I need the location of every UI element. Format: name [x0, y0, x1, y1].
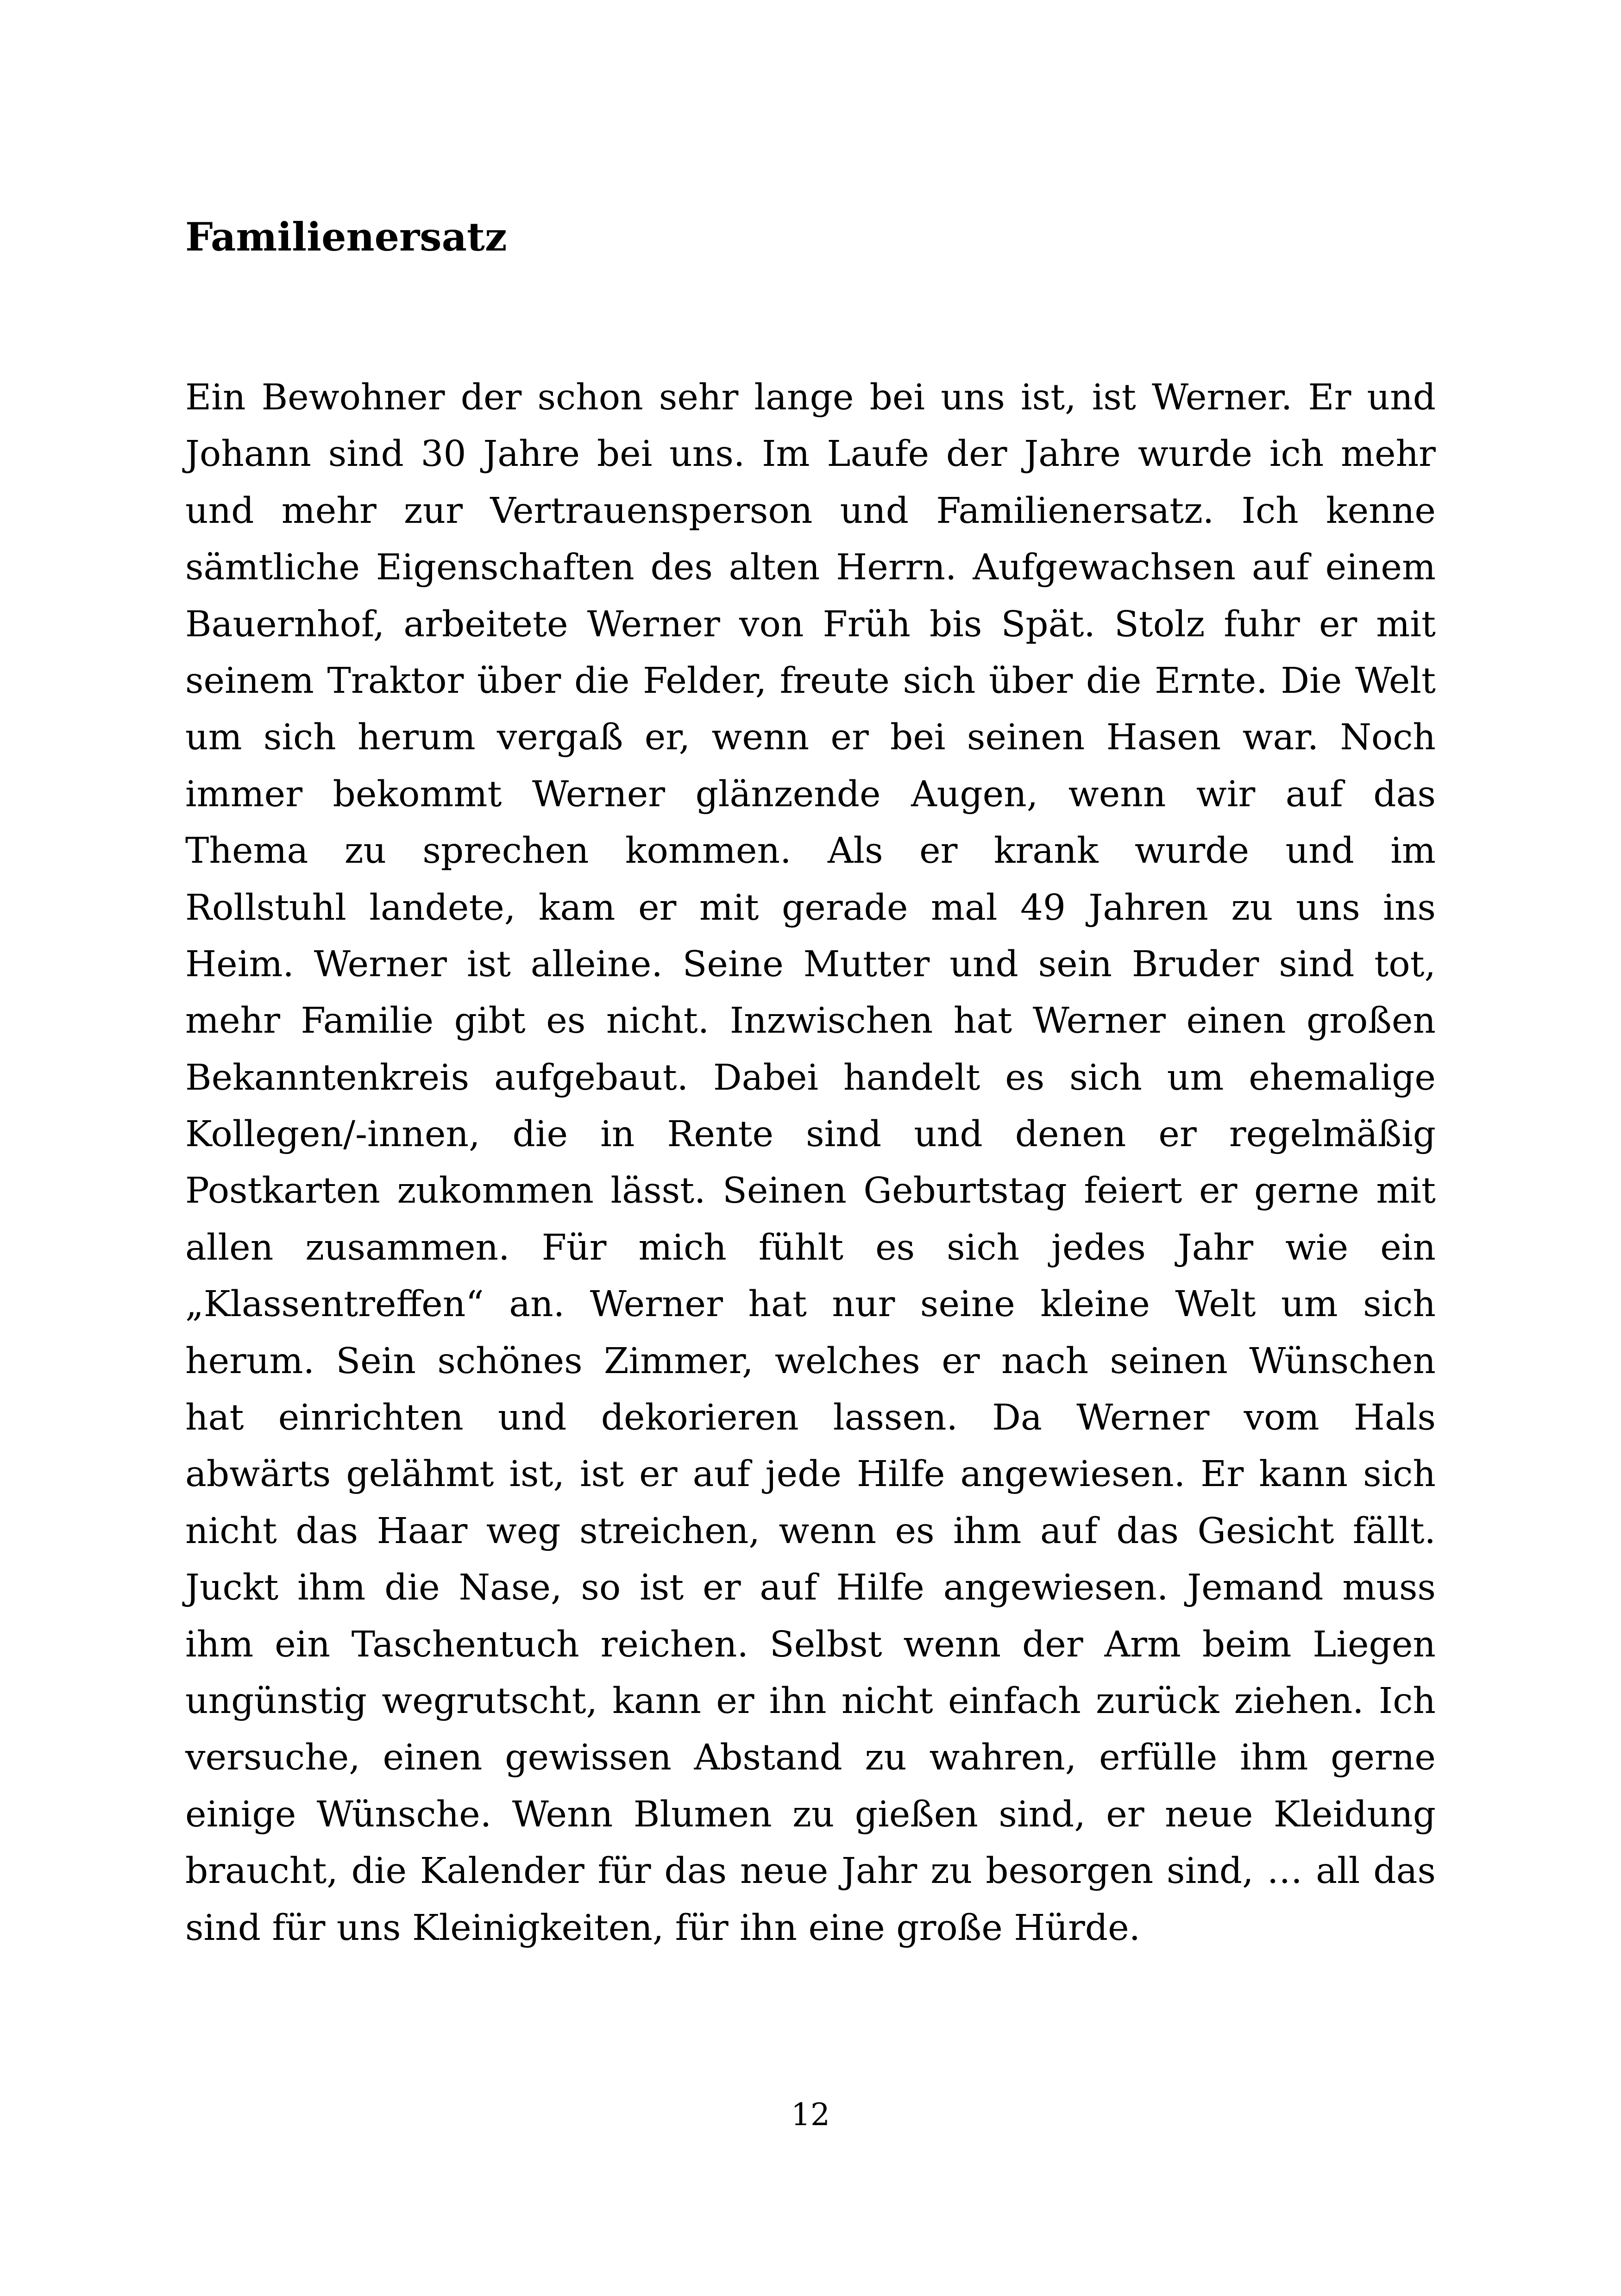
text-line: mehr Familie gibt es nicht. Inzwischen hat Werner einen großen — [185, 1000, 1436, 1042]
text-line: „Klassentreffen“ an. Werner hat nur seine kleine Welt um sich — [185, 1284, 1436, 1325]
text-line: Postkarten zukommen lässt. Seinen Geburtstag feiert er gerne mit — [185, 1170, 1436, 1212]
text-line: um sich herum vergaß er, wenn er bei seinen Hasen war. Noch — [185, 717, 1436, 759]
text-line: herum. Sein schönes Zimmer, welches er nach seinen Wünschen — [185, 1340, 1436, 1382]
text-line: abwärts gelähmt ist, ist er auf jede Hilfe angewiesen. Er kann sich — [185, 1454, 1436, 1495]
text-line: versuche, einen gewissen Abstand zu wahren, erfülle ihm gerne — [185, 1737, 1436, 1779]
text-line: und mehr zur Vertrauensperson und Familienersatz. Ich kenne — [185, 490, 1436, 532]
text-line: hat einrichten und dekorieren lassen. Da Werner vom Hals — [185, 1397, 1436, 1439]
page-number: 12 — [791, 2097, 830, 2133]
text-line: nicht das Haar weg streichen, wenn es ihm auf das Gesicht fällt. — [185, 1510, 1436, 1552]
text-line: Thema zu sprechen kommen. Als er krank wurde und im — [185, 830, 1436, 872]
text-line: Bauernhof, arbeitete Werner von Früh bis Spät. Stolz fuhr er mit — [185, 603, 1436, 645]
body-paragraph — [185, 370, 1436, 1957]
text-line: sämtliche Eigenschaften des alten Herrn. Aufgewachsen auf einem — [185, 547, 1436, 589]
text-line: sind für uns Kleinigkeiten, für ihn eine große Hürde. — [185, 1907, 1141, 1949]
text-line: Kollegen/-innen, die in Rente sind und denen er regelmäßig — [185, 1114, 1436, 1155]
text-line: seinem Traktor über die Felder, freute sich über die Ernte. Die Welt — [185, 660, 1436, 702]
text-line: Bekanntenkreis aufgebaut. Dabei handelt es sich um ehemalige — [185, 1057, 1436, 1098]
text-line: ihm ein Taschentuch reichen. Selbst wenn der Arm beim Liegen — [185, 1624, 1436, 1665]
page-title: Familienersatz — [185, 214, 507, 260]
text-line: allen zusammen. Für mich fühlt es sich jedes Jahr wie ein — [185, 1227, 1436, 1268]
text-line: Heim. Werner ist alleine. Seine Mutter und sein Bruder sind tot, — [185, 943, 1436, 985]
text-line: Johann sind 30 Jahre bei uns. Im Laufe der Jahre wurde ich mehr — [185, 433, 1436, 475]
text-line: Juckt ihm die Nase, so ist er auf Hilfe angewiesen. Jemand muss — [185, 1567, 1436, 1609]
text-line: Rollstuhl landete, kam er mit gerade mal 49 Jahren zu uns ins — [185, 887, 1436, 928]
text-line: braucht, die Kalender für das neue Jahr zu besorgen sind, … all das — [185, 1851, 1436, 1892]
text-line: immer bekommt Werner glänzende Augen, wenn wir auf das — [185, 773, 1436, 815]
text-line: ungünstig wegrutscht, kann er ihn nicht einfach zurück ziehen. Ich — [185, 1680, 1436, 1722]
text-line: Ein Bewohner der schon sehr lange bei uns ist, ist Werner. Er und — [185, 377, 1436, 418]
text-line: einige Wünsche. Wenn Blumen zu gießen sind, er neue Kleidung — [185, 1794, 1436, 1835]
